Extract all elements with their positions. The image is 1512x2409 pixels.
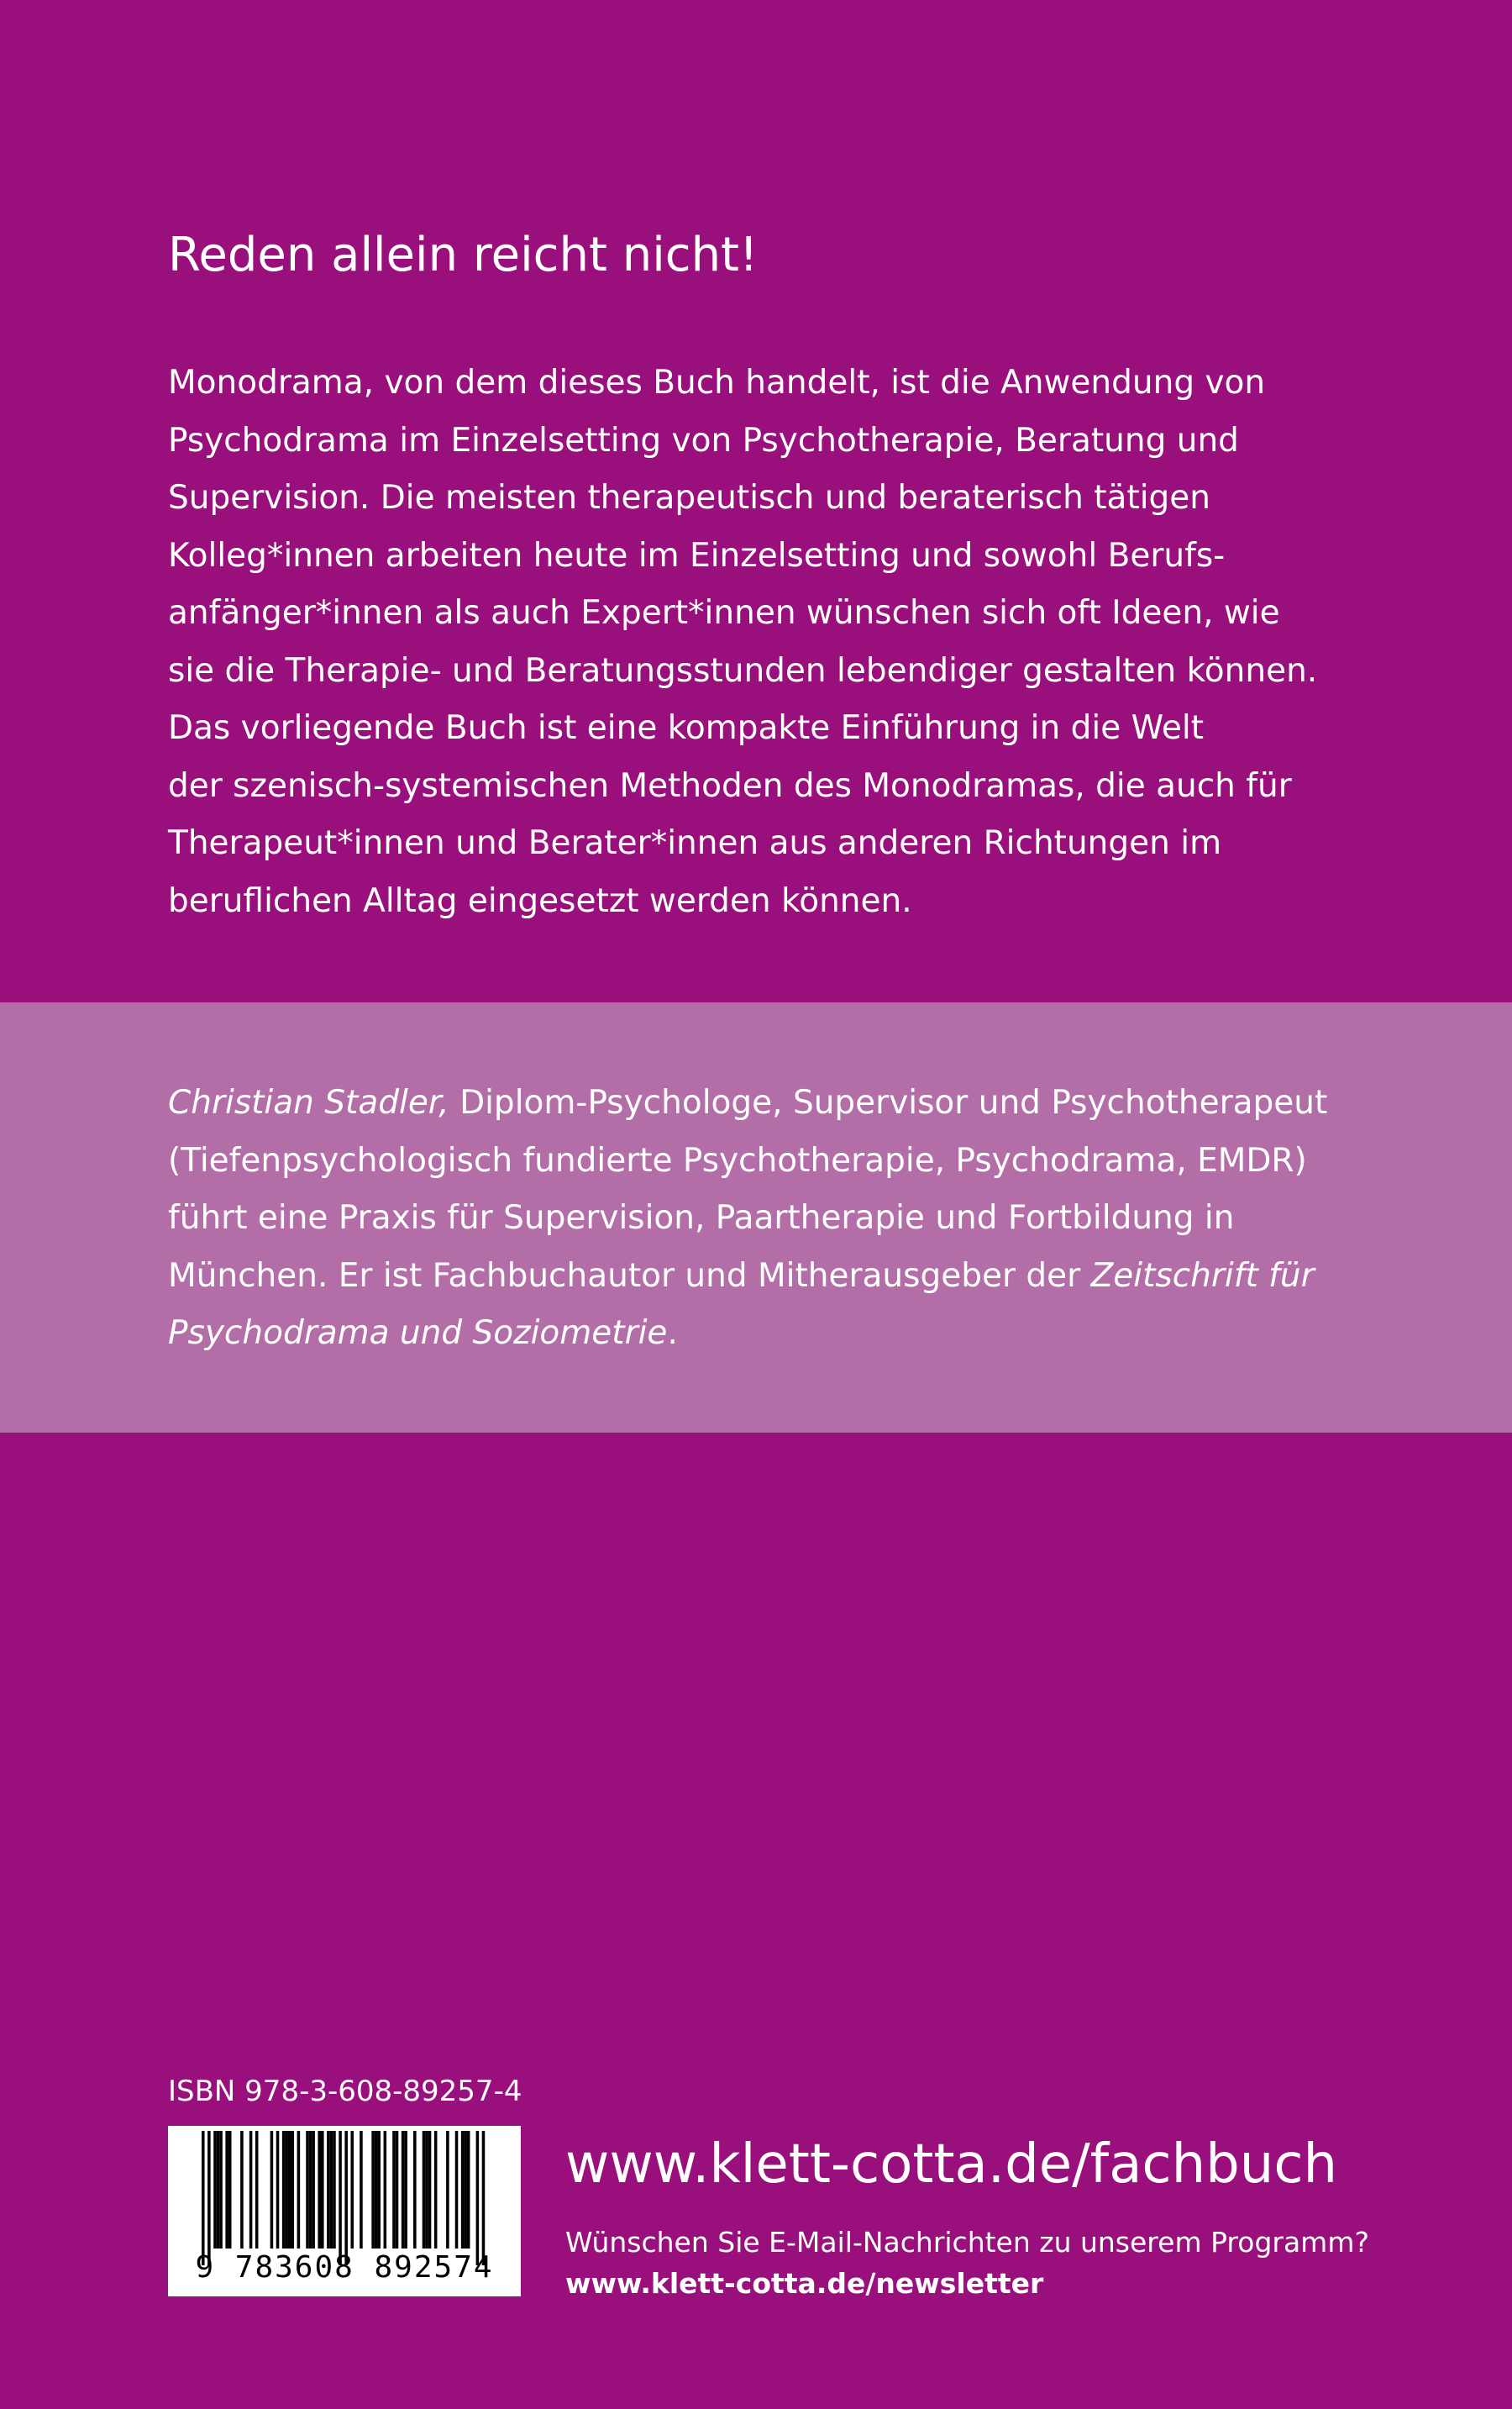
barcode-bar <box>285 2131 288 2249</box>
barcode-bar <box>423 2131 426 2249</box>
headline: Reden allein reicht nicht! <box>168 228 759 282</box>
barcode-digits: 9 783608 892574 <box>195 2250 494 2285</box>
barcode-bar <box>461 2131 465 2249</box>
journal-title: Zeitschrift für <box>1090 1256 1315 1295</box>
barcode-bar <box>249 2131 253 2249</box>
blurb-text <box>168 355 1344 930</box>
blurb-line: Psychodrama im Einzelsetting von Psychotherapie, Beratung und <box>168 421 1239 460</box>
barcode-bar <box>434 2131 438 2249</box>
barcode-bar <box>377 2131 381 2249</box>
author-bio-line: führt eine Praxis für Supervision, Paartherapie und Fortbildung in <box>168 1199 1235 1237</box>
blurb-line: sie die Therapie- und Beratungsstunden lebendiger gestalten können. <box>168 651 1318 690</box>
blurb-line: anfänger*innen als auch Expert*innen wünschen sich oft Ideen, wie <box>168 594 1280 632</box>
author-bio-text: München. Er ist Fachbuchautor und Mitherausgeber der <box>168 1256 1091 1295</box>
barcode-bar <box>404 2131 407 2249</box>
barcode-bar <box>306 2131 309 2249</box>
barcode-bar <box>351 2131 354 2249</box>
blurb-line: der szenisch-systemischen Methoden des Monodramas, die auch für <box>168 766 1292 805</box>
barcode-bar <box>213 2131 217 2249</box>
blurb-line: Therapeut*innen und Berater*innen aus anderen Richtungen im <box>168 824 1222 862</box>
barcode <box>168 2126 521 2296</box>
author-name: Christian Stadler, <box>168 1084 449 1122</box>
barcode-bar <box>312 2131 315 2249</box>
author-bio-line <box>168 1075 1344 1133</box>
barcode-bar <box>327 2131 330 2249</box>
blurb-line: beruflichen Alltag eingesetzt werden können. <box>168 881 912 920</box>
barcode-bar <box>291 2131 295 2249</box>
barcode-bar <box>219 2131 223 2249</box>
barcode-bar <box>396 2131 399 2249</box>
barcode-bar <box>207 2131 211 2265</box>
blurb-line: Monodrama, von dem dieses Buch handelt, ist die Anwendung von <box>168 364 1266 402</box>
barcode-bar <box>282 2131 286 2249</box>
barcode-bar <box>309 2131 312 2249</box>
barcode-bar <box>344 2131 348 2265</box>
newsletter-question: Wünschen Sie E-Mail-Nachrichten zu unserem Programm? <box>565 2226 1369 2259</box>
barcode-bar <box>240 2131 244 2249</box>
barcode-bar <box>330 2131 333 2249</box>
barcode-bar <box>384 2131 387 2249</box>
barcode-bar <box>333 2131 336 2249</box>
barcode-bar <box>446 2131 449 2249</box>
barcode-bar <box>255 2131 259 2249</box>
barcode-bar <box>375 2131 378 2249</box>
barcode-bar <box>217 2131 220 2249</box>
newsletter-link[interactable]: www.klett-cotta.de/newsletter <box>565 2267 1044 2300</box>
barcode-bar <box>225 2131 228 2249</box>
barcode-bar <box>413 2131 417 2249</box>
barcode-bar <box>428 2131 432 2249</box>
author-bio <box>168 1075 1344 1363</box>
barcode-bar <box>339 2131 342 2265</box>
barcode-bar <box>276 2131 280 2249</box>
barcode-bar <box>464 2131 467 2249</box>
author-bio-text: . <box>667 1314 678 1352</box>
barcode-bar <box>392 2131 396 2249</box>
barcode-bar <box>455 2131 459 2249</box>
barcode-bar <box>425 2131 428 2249</box>
isbn-label: ISBN 978-3-608-89257-4 <box>168 2075 522 2108</box>
barcode-bar <box>297 2131 301 2249</box>
author-bio-line <box>168 1305 1344 1363</box>
barcode-bar <box>318 2131 321 2249</box>
barcode-bar <box>482 2131 486 2265</box>
journal-title: Psychodrama und Soziometrie <box>168 1314 668 1352</box>
website-link[interactable]: www.klett-cotta.de/fachbuch <box>565 2133 1338 2196</box>
barcode-bar <box>476 2131 480 2265</box>
blurb-line: Kolleg*innen arbeiten heute im Einzelsetting und sowohl Berufs- <box>168 536 1226 575</box>
barcode-bar <box>371 2131 375 2249</box>
blurb-line: Das vorliegende Buch ist eine kompakte Einführung in die Welt <box>168 709 1204 747</box>
barcode-bar <box>321 2131 324 2249</box>
barcode-bar <box>402 2131 405 2249</box>
barcode-bar <box>288 2131 291 2249</box>
author-bio-line <box>168 1248 1344 1306</box>
barcode-bar <box>360 2131 363 2249</box>
barcode-bar <box>270 2131 274 2249</box>
barcode-bar <box>228 2131 232 2249</box>
author-bio-line: (Tiefenpsychologisch fundierte Psychotherapie, Psychodrama, EMDR) <box>168 1141 1307 1180</box>
barcode-bar <box>467 2131 470 2249</box>
blurb-line: Supervision. Die meisten therapeutisch und beraterisch tätigen <box>168 479 1210 517</box>
author-credentials: Diplom-Psychologe, Supervisor und Psychotherapeut <box>449 1084 1328 1122</box>
barcode-bar <box>202 2131 205 2265</box>
